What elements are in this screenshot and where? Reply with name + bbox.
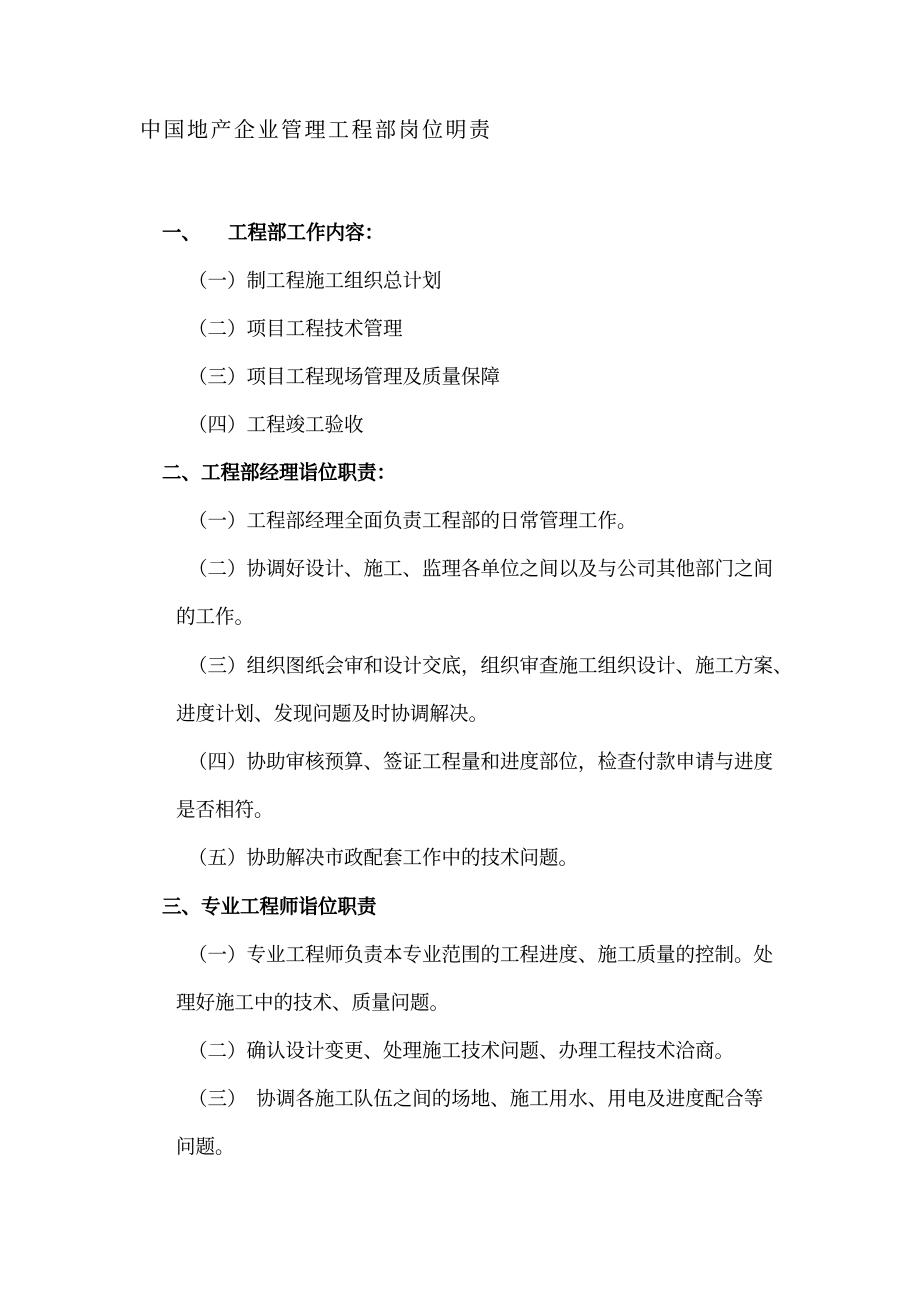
section-2-item-continuation: 是否相符。: [176, 798, 274, 821]
section-2-item: （五）协助解决市政配套工作中的技术问题。: [188, 846, 579, 869]
section-3-item-continuation: 问题。: [176, 1135, 235, 1158]
section-2-item: （一）工程部经理全面负责工程部的日常管理工作。: [188, 509, 637, 532]
section-1-item: （二）项目工程技术管理: [188, 317, 403, 340]
section-2-item-continuation: 进度计划、发现问题及时协调解决。: [176, 702, 489, 725]
section-1-heading: [162, 218, 384, 248]
section-1-item: （一）制工程施工组织总计划: [188, 269, 442, 292]
section-3-item-continuation: 理好施工中的技术、质量问题。: [176, 991, 450, 1014]
section-3-item: （二）确认设计变更、处理施工技术问题、办理工程技术洽商。: [188, 1039, 735, 1062]
section-1-title: 工程部工作内容：: [228, 221, 385, 244]
section-3-heading: 三、专业工程师诣位职责: [162, 895, 377, 918]
section-2-item-continuation: 的工作。: [176, 605, 255, 628]
section-3-item: （一）专业工程师负责本专业范围的工程进度、施工质量的控制。处: [188, 943, 774, 966]
section-1-item: （三）项目工程现场管理及质量保障: [188, 365, 501, 388]
section-3-item: （三） 协调各施工队伍之间的场地、施工用水、用电及进度配合等: [188, 1087, 764, 1110]
section-2-heading: 二、工程部经理诣位职责：: [162, 461, 397, 484]
section-1-item: （四）工程竣工验收: [188, 413, 364, 436]
section-2-item: （二）协调好设计、施工、监理各单位之间以及与公司其他部门之间: [188, 557, 774, 580]
section-1-number: 一、: [162, 221, 202, 244]
document-title: 中国地产企业管理工程部岗位明责: [140, 118, 493, 142]
section-2-item: （三）组织图纸会审和设计交底，组织审查施工组织设计、施工方案、: [188, 654, 793, 677]
section-2-item: （四）协助审核预算、签证工程量和进度部位，检查付款申请与进度: [188, 750, 774, 773]
